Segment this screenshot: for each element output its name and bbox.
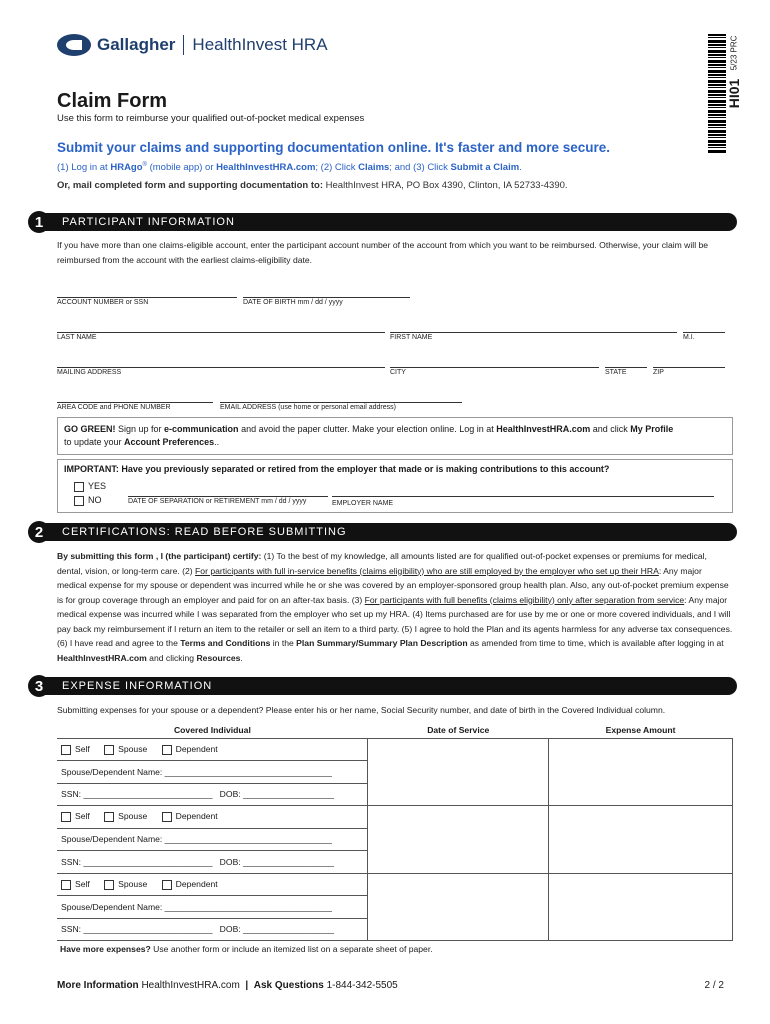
phone-field[interactable] [57, 402, 213, 403]
middle-initial-label: M.I. [683, 334, 695, 341]
spouse-option[interactable]: Spouse [104, 879, 147, 889]
account-number-label: ACCOUNT NUMBER or SSN [57, 299, 149, 306]
dependent-option[interactable]: Dependent [162, 879, 218, 889]
col-expense-amount: Expense Amount [549, 722, 733, 738]
self-checkbox[interactable] [61, 880, 71, 890]
separation-date-field[interactable] [128, 496, 328, 497]
spouse-dependent-name-field[interactable]: Spouse/Dependent Name: ___________________________________ [57, 896, 368, 919]
go-green-text: GO GREEN! Sign up for e-communication and avoid the paper clutter. Make your election online. Log in at HealthInvestHRA.com and click My Profile to update your Account Preferences.. [64, 424, 674, 447]
last-name-label: LAST NAME [57, 334, 97, 341]
self-checkbox[interactable] [61, 745, 71, 755]
form-revision: 5/23 PRC [729, 36, 739, 71]
dependent-option[interactable]: Dependent [162, 744, 218, 754]
no-option[interactable]: NO [74, 495, 102, 506]
table-row [57, 738, 733, 761]
table-row [57, 873, 733, 896]
expense-table [57, 722, 733, 941]
go-green-site-link[interactable]: HealthInvestHRA.com [496, 424, 591, 434]
ssn-dob-field[interactable]: SSN: ___________________________ DOB: ___________________ [57, 918, 368, 941]
section-header-certifications [40, 523, 737, 541]
expense-intro: Submitting expenses for your spouse or a dependent? Please enter his or her name, Social Security number, and date of birth in the Covered Individual column. [57, 705, 666, 715]
first-name-label: FIRST NAME [390, 334, 433, 341]
footer-more-info-label: More Information [57, 980, 139, 991]
table-row [57, 806, 733, 829]
email-field[interactable] [220, 402, 462, 403]
state-label: STATE [605, 369, 627, 376]
covered-type-cell [57, 738, 368, 761]
expense-amount-input[interactable] [549, 873, 733, 941]
footer: More Information HealthInvestHRA.com | Ask Questions 1-844-342-5505 [57, 980, 398, 991]
city-field[interactable] [390, 367, 599, 368]
col-date-of-service: Date of Service [368, 722, 549, 738]
spouse-option[interactable]: Spouse [104, 744, 147, 754]
form-code [726, 36, 742, 108]
page-subtitle: Use this form to reimburse your qualified out-of-pocket medical expenses [57, 113, 365, 124]
participant-intro: If you have more than one claims-eligible account, enter the participant account number of the account from which you want to be reimbursed. Otherwise, your claim will be reimbursed from the account with the earliest claims-eligibility date. [57, 240, 709, 265]
self-checkbox[interactable] [61, 812, 71, 822]
spouse-checkbox[interactable] [104, 880, 114, 890]
city-label: CITY [390, 369, 406, 376]
section-number-3: 3 [28, 675, 50, 697]
date-of-service-input[interactable] [368, 873, 549, 941]
date-of-service-input[interactable] [368, 806, 549, 874]
mail-instructions: Or, mail completed form and supporting documentation to: HealthInvest HRA, PO Box 4390, Clinton, IA 52733-4390. [57, 180, 568, 191]
spouse-checkbox[interactable] [104, 745, 114, 755]
spouse-dependent-name-field[interactable]: Spouse/Dependent Name: ___________________________________ [57, 828, 368, 851]
zip-label: ZIP [653, 369, 664, 376]
self-option[interactable]: Self [61, 879, 90, 889]
claims-link: Claims [358, 162, 390, 174]
dependent-checkbox[interactable] [162, 880, 172, 890]
gallagher-logo-icon [57, 34, 91, 56]
zip-field[interactable] [653, 367, 725, 368]
site-link[interactable]: HealthInvestHRA.com [216, 162, 316, 174]
submit-claim-link: Submit a Claim [450, 162, 520, 174]
dob-field[interactable] [243, 297, 410, 298]
dependent-checkbox[interactable] [162, 812, 172, 822]
mailing-address-label: MAILING ADDRESS [57, 369, 122, 376]
important-box [57, 459, 733, 513]
covered-type-cell [57, 806, 368, 829]
ssn-dob-field[interactable]: SSN: ___________________________ DOB: ___________________ [57, 851, 368, 874]
mailing-address-field[interactable] [57, 367, 385, 368]
state-field[interactable] [605, 367, 647, 368]
section-number-2: 2 [28, 521, 50, 543]
product-name: HealthInvest HRA [192, 35, 328, 54]
middle-initial-field[interactable] [683, 332, 725, 333]
brand-name: Gallagher [97, 35, 176, 54]
phone-label: AREA CODE and PHONE NUMBER [57, 404, 171, 411]
section-header-participant [40, 213, 737, 231]
first-name-field[interactable] [390, 332, 677, 333]
gallagher-logo [57, 34, 328, 56]
online-steps: (1) Log in at HRAgo® (mobile app) or HealthInvestHRA.com; (2) Click Claims; and (3) Click Submit a Claim. [57, 162, 522, 174]
yes-option[interactable]: YES [74, 481, 106, 492]
page-number: 2 / 2 [704, 980, 724, 991]
online-headline: Submit your claims and supporting documentation online. It's faster and more secure. [57, 140, 611, 155]
self-option[interactable]: Self [61, 744, 90, 754]
employer-name-label: EMPLOYER NAME [332, 500, 394, 507]
go-green-box [57, 417, 733, 455]
section-title: EXPENSE INFORMATION [62, 680, 213, 692]
hrago-link[interactable]: HRAgo [110, 162, 143, 174]
section-number-1: 1 [28, 211, 50, 233]
self-option[interactable]: Self [61, 811, 90, 821]
dependent-option[interactable]: Dependent [162, 811, 218, 821]
spouse-dependent-name-field[interactable]: Spouse/Dependent Name: ___________________________________ [57, 761, 368, 784]
page-title: Claim Form [57, 90, 168, 112]
last-name-field[interactable] [57, 332, 385, 333]
spouse-option[interactable]: Spouse [104, 811, 147, 821]
dob-label: DATE OF BIRTH mm / dd / yyyy [243, 299, 343, 306]
separation-date-label: DATE OF SEPARATION or RETIREMENT mm / dd / yyyy [128, 498, 307, 505]
expense-table-header [57, 722, 733, 738]
employer-name-field[interactable] [332, 496, 714, 497]
barcode [708, 34, 726, 154]
no-checkbox[interactable] [74, 496, 84, 506]
important-question: IMPORTANT: Have you previously separated or retired from the employer that made or is making contributions to this account? [64, 464, 610, 474]
footer-site-link[interactable]: HealthInvestHRA.com [141, 980, 240, 991]
more-expenses-note: Have more expenses? Use another form or include an itemized list on a separate sheet of paper. [60, 944, 433, 954]
ssn-dob-field[interactable]: SSN: ___________________________ DOB: ___________________ [57, 783, 368, 806]
covered-type-cell [57, 873, 368, 896]
account-number-field[interactable] [57, 297, 237, 298]
form-code-number: HI01 [726, 78, 742, 109]
expense-amount-input[interactable] [549, 738, 733, 806]
footer-ask-label: Ask Questions [253, 980, 324, 991]
footer-phone: 1-844-342-5505 [326, 980, 398, 991]
section-title: PARTICIPANT INFORMATION [62, 216, 235, 228]
spouse-checkbox[interactable] [104, 812, 114, 822]
dependent-checkbox[interactable] [162, 745, 172, 755]
certifications-text: By submitting this form , I (the participant) certify: (1) To the best of my knowledge, all amounts listed are for qualified out-of-pocket expenses or premiums for medical, dental, vision, or long-term care. (2) For participants with full in-service benefits (claims eligibility) who are still employed by the employer who set up their HRA: Any major medical expense for my spouse or dependent was incurred while he or she was covered by an employer-sponsored group health plan. Also, any out-of-pocket premium expense is for group coverage through an employer and paid for on an after-tax basis. (3) For participants with full benefits (claims eligibility) only after separation from service: Any major medical expense was incurred while I was separated from the employer who set up my HRA. (4) Items purchased are for use by me or one or more covered individuals, and I will pay back my reimbursement if I return an item to the retailer or sell an item to a third party. (5) I agree to hold the Plan and its agents harmless for any adverse tax consequences. (6) I have read and agree to the Terms and Conditions in the Plan Summary/Summary Plan Description as amended from time to time, which is available after logging in at HealthInvestHRA.com and clicking Resources. [57, 551, 733, 663]
expense-amount-input[interactable] [549, 806, 733, 874]
date-of-service-input[interactable] [368, 738, 549, 806]
logo-divider [183, 35, 184, 55]
col-covered-individual: Covered Individual [57, 722, 368, 738]
section-header-expense [40, 677, 737, 695]
email-label: EMAIL ADDRESS (use home or personal email address) [220, 404, 396, 411]
section-title: CERTIFICATIONS: READ BEFORE SUBMITTING [62, 526, 347, 538]
yes-checkbox[interactable] [74, 482, 84, 492]
